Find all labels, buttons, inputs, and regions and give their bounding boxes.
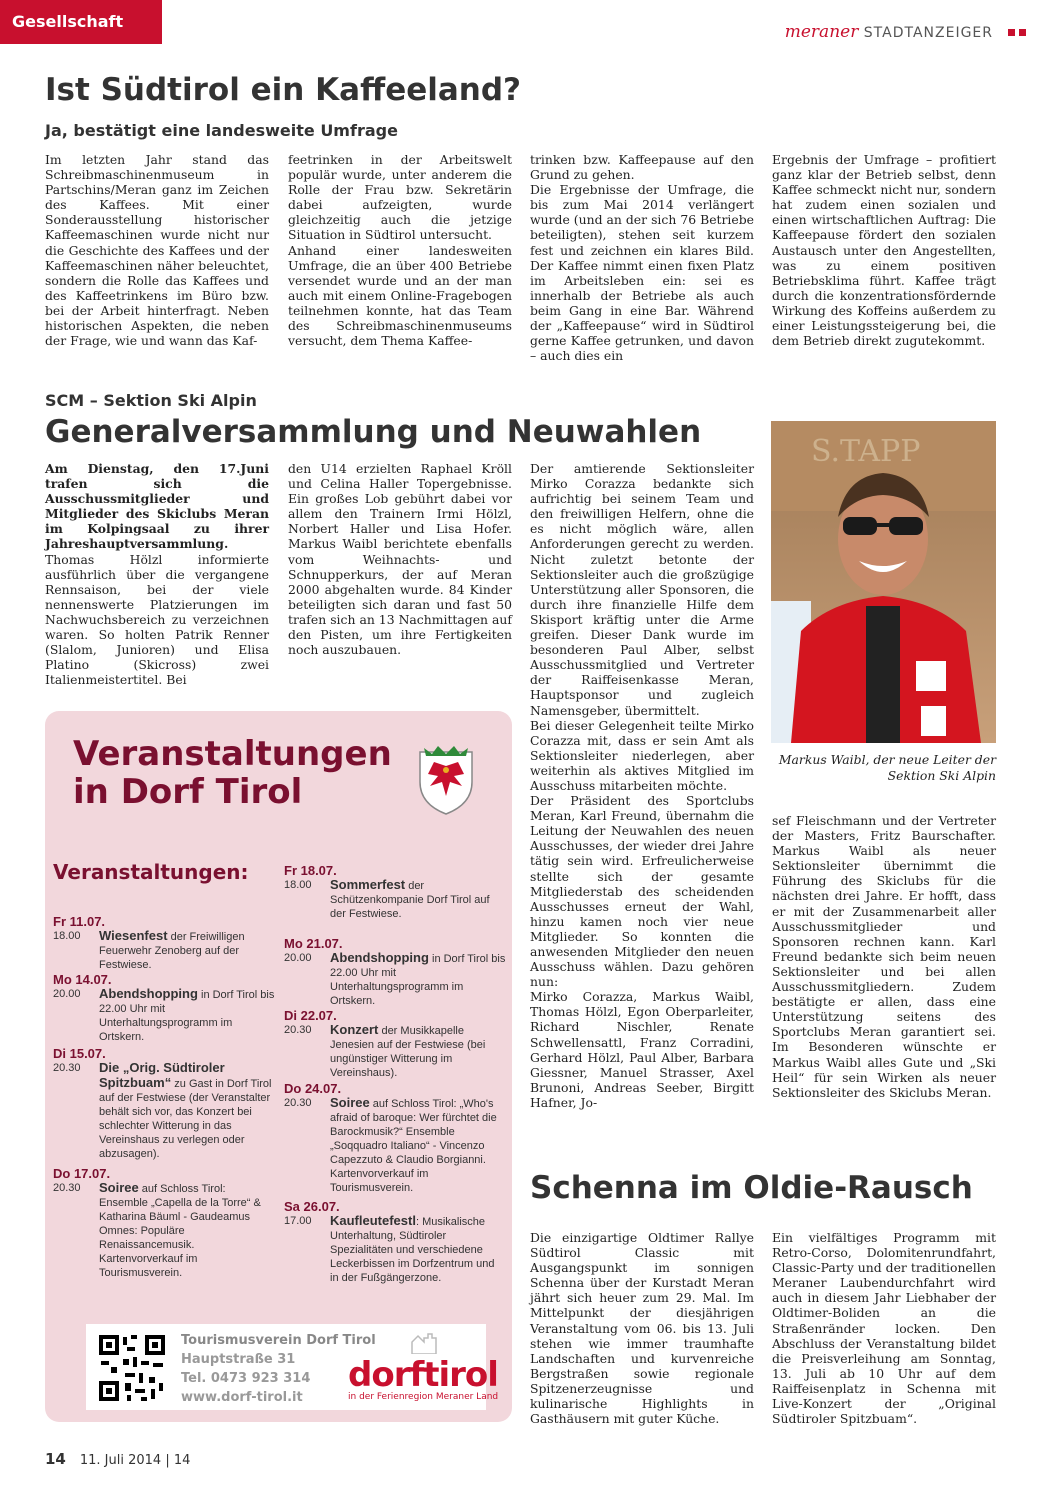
- event-item: Mo 21.07. 20.00 Abendshopping in Dorf Tirol bis 22.00 Uhr mit Unterhaltungsprogramm im Ortskern.: [284, 936, 506, 1007]
- coat-of-arms-icon: [416, 744, 476, 820]
- contact-org: Tourismusverein Dorf Tirol: [181, 1333, 376, 1348]
- masthead: [785, 22, 993, 42]
- footer-date: 11. Juli 2014 | 14: [79, 1453, 191, 1468]
- masthead-square-icon: [1008, 29, 1015, 36]
- contact-street: Hauptstraße 31: [181, 1352, 296, 1367]
- event-item: Sa 26.07. 17.00 Kaufleutefestl: Musikalische Unterhaltung, Südtiroler Spezialitäten und verschiedene Leckerbissen im Dorfzentrum und in der Fußgängerzone.: [284, 1199, 495, 1284]
- event-item: Fr 11.07. 18.00 Wiesenfest der Freiwilligen Feuerwehr Zenoberg auf der Festwiese.: [53, 914, 245, 971]
- dorftirol-logo-subtitle: in der Ferienregion Meraner Land: [348, 1392, 499, 1402]
- event-item: Do 24.07. 20.30 Soiree auf Schloss Tirol: „Who's afraid of baroque: Wer fürchtet die Barockmusik?“ Ensemble „Soqquadro Italiano“ - Vincenzo Capezzuto & Claudio Borgianni. Kartenvorverkauf im Tourismusverein.: [284, 1081, 497, 1194]
- event-item: Mo 14.07. 20.00 Abendshopping in Dorf Tirol bis 22.00 Uhr mit Unterhaltungsprogramm im Ortskern.: [53, 972, 275, 1043]
- dorftirol-logo: dorftirol: [348, 1355, 498, 1395]
- article1-subtitle: Ja, bestätigt eine landesweite Umfrage: [45, 121, 398, 140]
- article3-col1: Die einzigartige Oldtimer Rallye Südtirol Classic mit Ausgangspunkt im sonnigen Schenna über der Kurstadt Meran jährt sich heuer zum 29. Mal. Im Mittelpunkt der diesjährigen Veranstaltung vom 06. bis 13. Juli stehen wie immer traumhafte Landschaften und kurvenreiche Bergstraßen sowie regionale Spitzenerzeugnisse und kulinarische Highlights in Gasthäusern mit guter Küche.: [530, 1230, 754, 1427]
- event-item: Di 15.07. 20.30 Die „Orig. Südtiroler Spitzbuam“ zu Gast in Dorf Tirol auf der Festwiese (der Veranstalter behält sich vor, das Konzert bei schlechter Witterung in das Vereinshaus zu verlegen oder abzusagen).: [53, 1046, 272, 1160]
- events-title: Veranstaltungen in Dorf Tirol: [73, 734, 392, 812]
- article2-kicker: SCM – Sektion Ski Alpin: [45, 391, 257, 410]
- article3-col2: Ein vielfältiges Programm mit Retro-Corso, Dolomitenrundfahrt, Classic-Party und der traditionellen Meraner Laubendurchfahrt wird auch in diesem Jahr Liebhaber der Oldtimer-Boliden an die Straßenränder locken. Den Abschluss der Veranstaltung bildet die Preisverleihung am Sonntag, 13. Juli ab 10 Uhr auf dem Raiffeisenplatz in Schenna mit Live-Konzert der „Original Südtiroler Spitzbuam“.: [772, 1230, 996, 1427]
- article1-col2: feetrinken in der Arbeitswelt populär wurde, unter anderem die Rolle der Frau bzw. Sekretärin dabei aufzeigten, wurde gleichzeitig auch die jetzige Situation in Südtirol untersucht. Anhand einer landesweiten Umfrage, die an über 400 Betriebe versendet wurde und an der man auch mit einem Online-Fragebogen teilnehmen konnte, hat das Team des Schreibmaschinenmuseums versucht, dem Thema Kaffee-: [288, 152, 512, 349]
- article2-col4: sef Fleischmann und der Vertreter der Masters, Fritz Baurschafter. Markus Waibl als neuer Sektionsleiter übernimmt die Führung des Skiclubs für die nächsten drei Jahre. Er hofft, dass er mit der Zusammenarbeit aller Ausschussmitglieder und Sponsoren rechnen kann. Karl Freund bedankte sich beim neuen Sektionsleiter und bei allen Ausschussmitgliedern. Zudem bestätigte er allen, dass eine Unterstützung seitens des Sportclubs Meran garantiert sei. Im Besonderen wünschte er Markus Waibl alles Gute und „Ski Heil“ für sein Wirken als neuer Sektionsleiter des Skiclubs Meran.: [772, 813, 996, 1100]
- masthead-brand: meraner: [784, 22, 859, 42]
- page-number: 14: [45, 1450, 66, 1468]
- event-item: Fr 18.07. 18.00 Sommerfest der Schützenkompanie Dorf Tirol auf der Festwiese.: [284, 863, 490, 920]
- events-heading: Veranstaltungen:: [53, 860, 249, 884]
- article1-col1: Im letzten Jahr stand das Schreibmaschinenmuseum in Partschins/Meran ganz im Zeichen des Kaffees. Mit einer Sonderausstellung historischer Kaffeemaschinen wurde nicht nur die Geschichte des Kaffees und der Kaffeemaschinen näher beleuchtet, sondern die Rolle das Kaffees und des Kaffeetrinkens im Büro bzw. bei der Arbeit hinterfragt. Neben historischen Aspekten, die neben der Frage, wie und wann das Kaf-: [45, 152, 269, 349]
- article1-col4: Ergebnis der Umfrage – profitiert ganz klar der Betrieb selbst, denn Kaffee schmeckt nicht nur, sondern hat zudem einen sozialen und einen wirtschaftlichen Auftrag: Die Kaffeepause fördert den sozialen Austausch unter den Angestellten, was zu einem positiven Betriebsklima führt. Kaffee trägt durch die konzentrationsfördernde Wirkung des Koffeins außerdem zu einer Leistungssteigerung bei, die dem Betrieb direkt zugutekommt.: [772, 152, 996, 349]
- event-item: Do 17.07. 20.30 Soiree auf Schloss Tirol: Ensemble „Capella de la Torre“ & Katharina Bäuml - Gaudeamus Omnes: Populäre Renaissancemusik. Kartenvorverkauf im Tourismusverein.: [53, 1166, 261, 1279]
- qr-code-icon[interactable]: [97, 1333, 167, 1407]
- contact-info: [181, 1331, 376, 1407]
- event-item: Di 22.07. 20.30 Konzert der Musikkapelle Jenesien auf der Festwiese (bei ungünstiger Witterung im Vereinshaus).: [284, 1008, 486, 1079]
- article3-title: Schenna im Oldie-Rausch: [530, 1170, 973, 1206]
- article1-col3: trinken bzw. Kaffeepause auf den Grund zu gehen. Die Ergebnisse der Umfrage, die bis zum Mai 2014 verlängert wurde (und an der sich 76 Betriebe beteiligten), stehen seit kurzem fest und zeichnen ein klares Bild. Der Kaffee nimmt einen fixen Platz im Arbeitsleben ein: sei es innerhalb der Betriebe als auch beim Gang in eine Bar. Während der „Kaffeepause“ wird in Südtirol gerne Kaffee getrunken, und davon – auch dies ein: [530, 152, 754, 364]
- masthead-square-icon: [1019, 29, 1026, 36]
- skier-photo: [771, 421, 996, 743]
- article2-col3: Der amtierende Sektionsleiter Mirko Corazza bedankte sich aufrichtig bei seinem Team und den freiwilligen Helfern, ohne die es nicht möglich wäre, allen Anforderungen gerecht zu werden. Nicht zuletzt betonte der Sektionsleiter auch die großzügige Unterstützung aller Sponsoren, die durch ihre finanzielle Hilfe dem Skisport kräftig unter die Arme greifen. Dieser Dank wurde im besonderen Paul Alber, selbst Ausschussmitglied und Vertreter der Raiffeisenkasse Meran, Hauptsponsor und zugleich Namensgeber, übermittelt. Bei dieser Gelegenheit teilte Mirko Corazza mit, dass er sein Amt als Sektionsleiter niederlegen, aber weiterhin als aktives Mitglied im Ausschuss mitarbeiten möchte. Der Präsident des Sportclubs Meran, Karl Freund, übernahm die Leitung der Neuwahlen des neuen Ausschusses, der wieder drei Jahre tätig sein wird. Erfreulicherweise stellte sich der gesamte Mitgliederstab des scheidenden Ausschusses erneut der Wahl, hinzu kamen noch vier neue Mitglieder. So konnten die anwesenden Mitglieder den neuen Ausschuss wählen. Dazu gehören nun: Mirko Corazza, Markus Waibl, Thomas Hölzl, Egon Oberparleiter, Richard Nischler, Renate Schwellensattl, Franz Corradini, Gerhard Hölzl, Paul Alber, Barbara Giessner, Manuel Strasser, Axel Brunoni, Andreas Seeber, Birgitt Hafner, Jo-: [530, 461, 754, 1110]
- photo-caption: Markus Waibl, der neue Leiter der Sektion Ski Alpin: [778, 752, 996, 783]
- article2-col1: Am Dienstag, den 17.Juni trafen sich die Ausschussmitglieder und Mitglieder des Skiclubs Meran im Kolpingsaal zu ihrer Jahreshauptversammlung. Thomas Hölzl informierte ausführlich über die vergangene Rennsaison, bei der viele nennenswerte Platzierungen im Nachwuchsbereich zu verzeichnen waren. So holten Patrik Renner (Slalom, Junioren) und Elisa Platino (Skicross) zwei Italienmeistertitel. Bei: [45, 461, 269, 688]
- page-footer: [45, 1450, 190, 1468]
- contact-phone[interactable]: Tel. 0473 923 314: [181, 1371, 311, 1386]
- section-tag: Gesellschaft: [0, 0, 162, 44]
- article2-title: Generalversammlung und Neuwahlen: [45, 414, 702, 450]
- contact-web-link[interactable]: www.dorf-tirol.it: [181, 1390, 303, 1405]
- masthead-name: STADTANZEIGER: [863, 25, 993, 41]
- photo-sign-text: S.TAPP: [811, 434, 921, 469]
- article1-title: Ist Südtirol ein Kaffeeland?: [45, 72, 522, 108]
- article2-lead: Am Dienstag, den 17.Juni trafen sich die Ausschussmitglieder und Mitglieder des Skiclubs Meran im Kolpingsaal zu ihrer Jahreshauptversammlung.: [45, 461, 269, 552]
- article2-col2: den U14 erzielten Raphael Kröll und Celina Haller Topergebnisse. Ein großes Lob gebührt dabei vor allem den Trainern Irmi Hölzl, Norbert Haller und Lisa Hofer. Markus Waibl berichtete ebenfalls vom Weihnachts- und Schnupperkurs, der auf Meran 2000 abgehalten wurde. 84 Kinder beteiligten sich daran und fast 50 trafen sich an 13 Nachmittagen auf den Pisten, um ihre Fertigkeiten noch auszubauen.: [288, 461, 512, 658]
